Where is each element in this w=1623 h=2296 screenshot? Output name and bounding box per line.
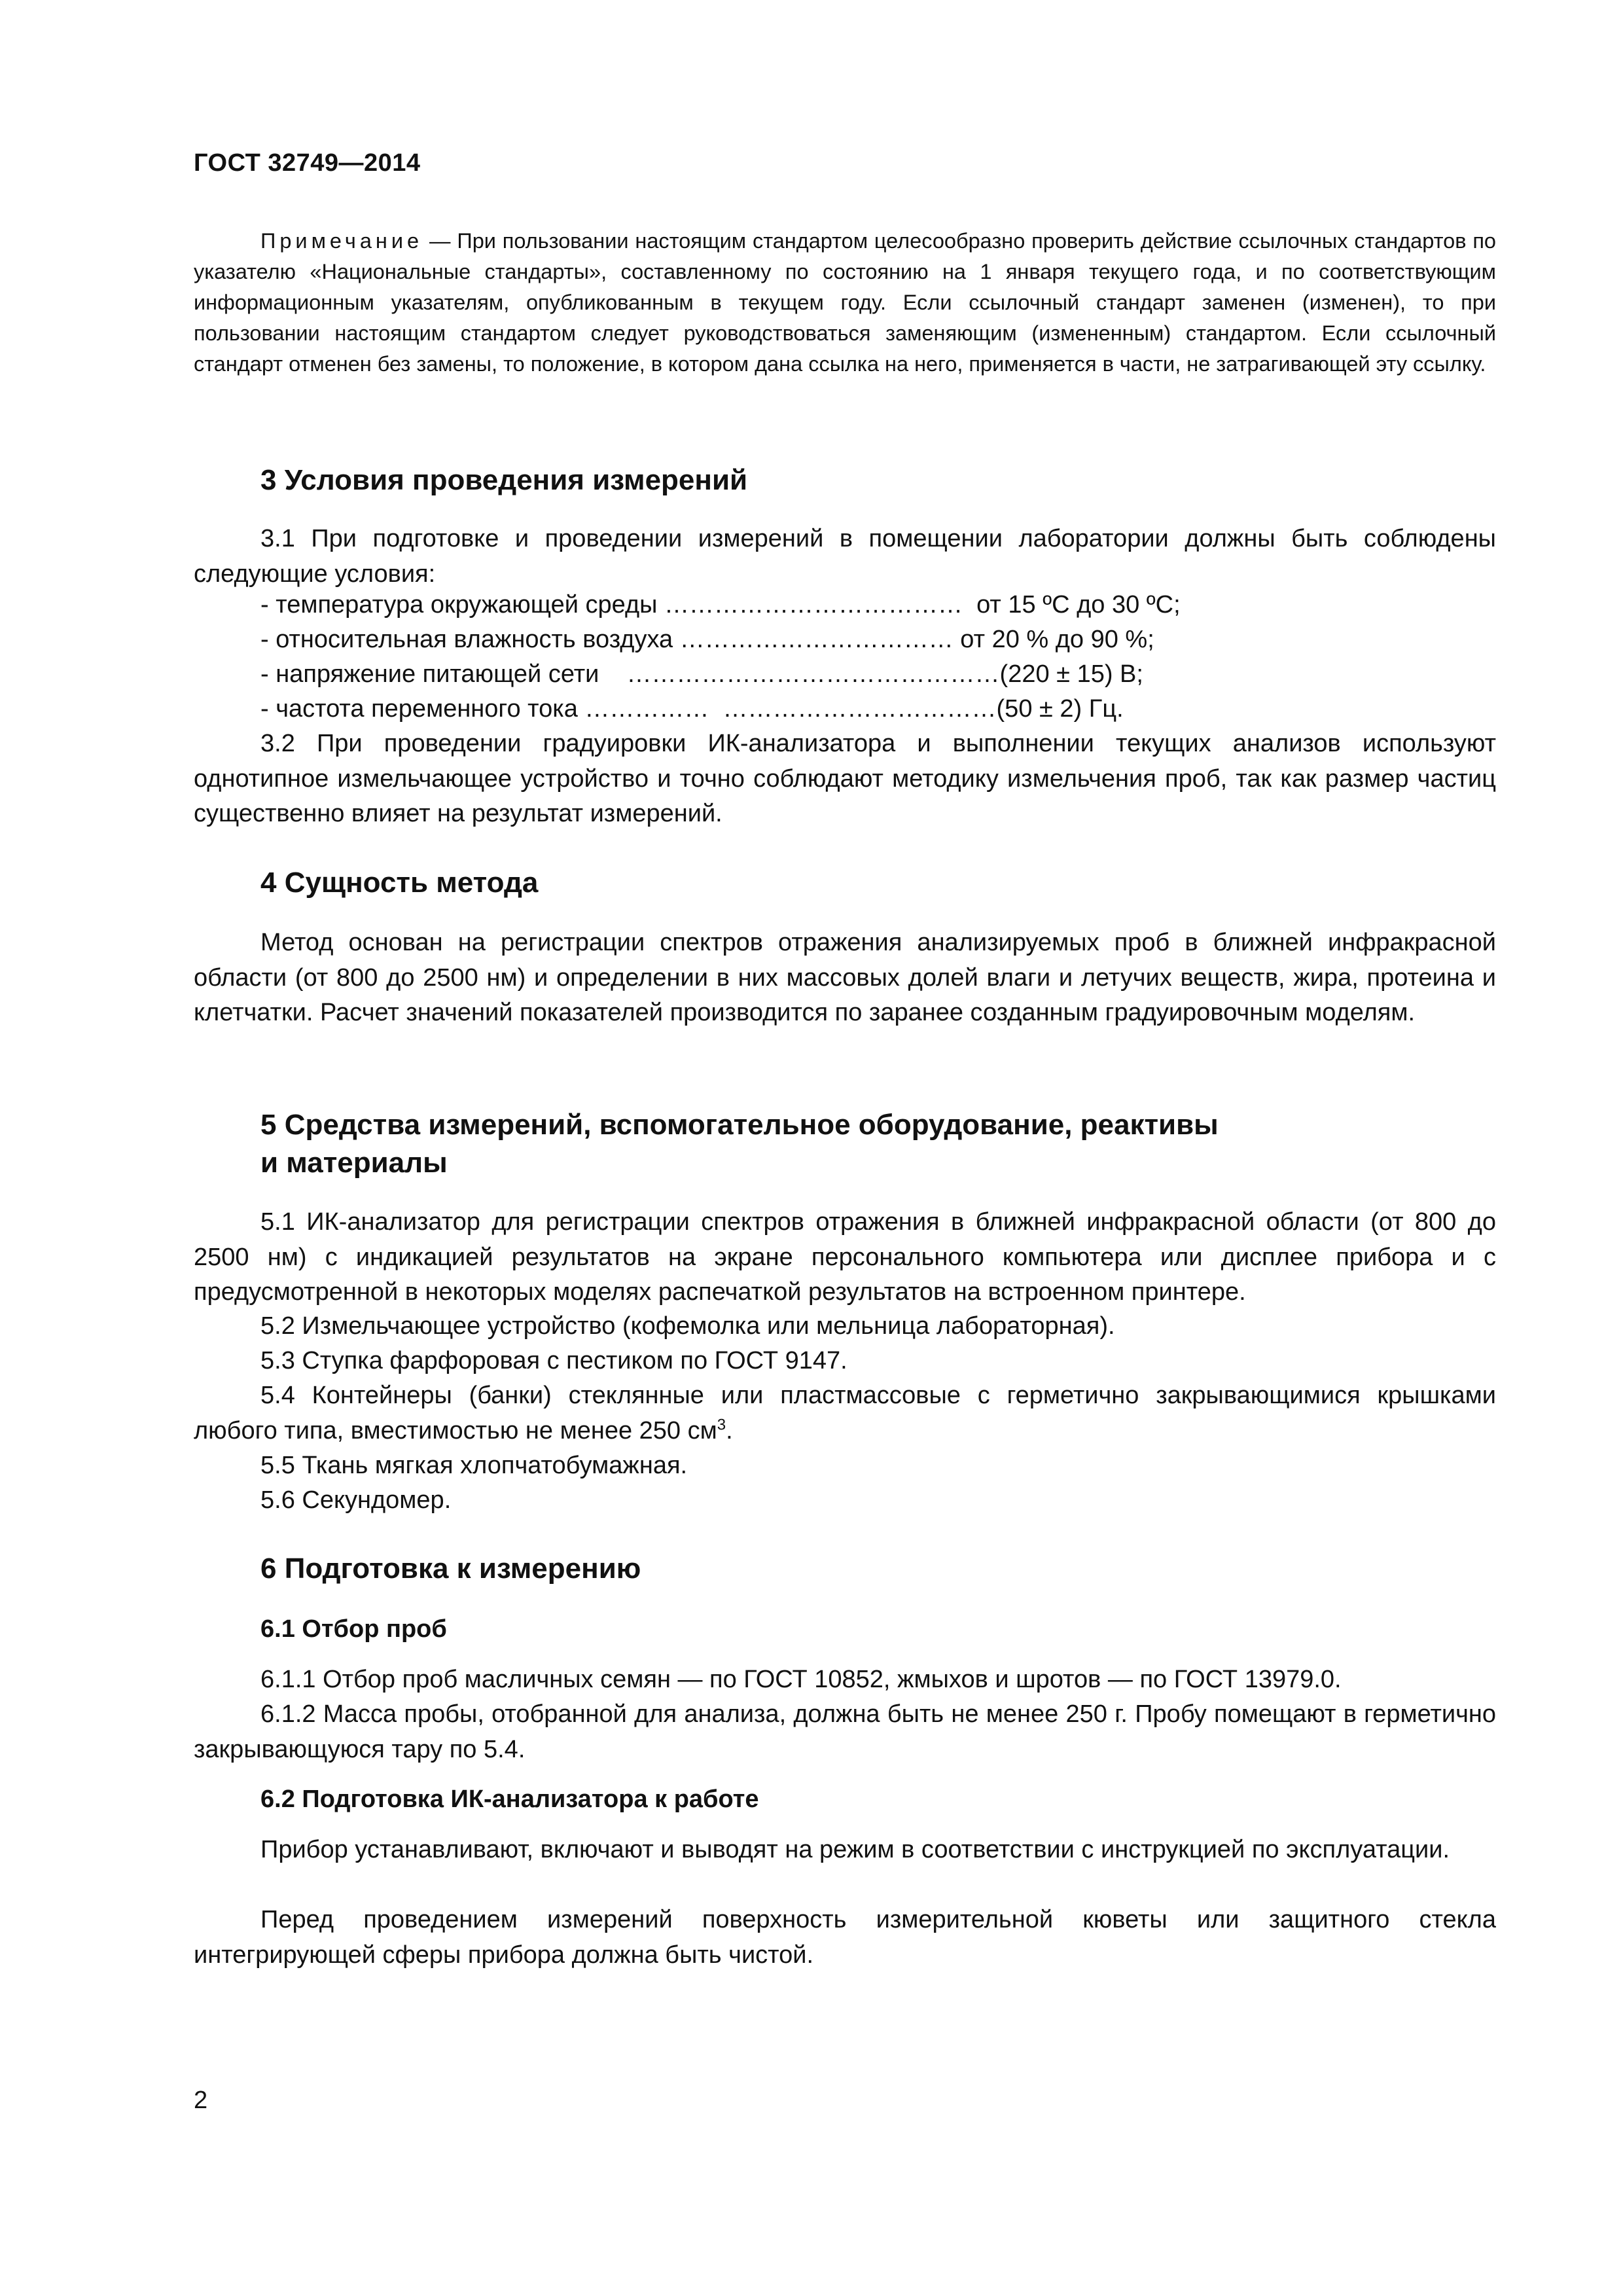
section-5-4-text: 5.4 Контейнеры (банки) стеклянные или пластмассовые с герметично закрывающимися крышками любого типа, вместимостью не менее 250 см	[194, 1382, 1496, 1444]
section-5-3-paragraph: 5.3 Ступка фарфоровая с пестиком по ГОСТ 9147.	[260, 1347, 847, 1374]
section-3-title: 3 Условия проведения измерений	[260, 464, 748, 496]
section-5-1-paragraph: 5.1 ИК-анализатор для регистрации спектров отражения в ближней инфракрасной области (от 800 до 2500 нм) с индикацией результатов на экране персонального компьютера или дисплее прибора и с предусмотренной в некоторых моделях распечаткой результатов на встроенном принтере.	[194, 1208, 1496, 1306]
section-4-title: 4 Сущность метода	[260, 867, 539, 899]
note-text: — При пользовании настоящим стандартом целесообразно проверить действие ссылочных стандартов по указателю «Национальные стандарты», составленному по состоянию на 1 января текущего года, и по соответствующим информационным указателям, опубликованным в текущем году. Если ссылочный стандарт заменен (изменен), то при пользовании настоящим стандартом следует руководствоваться заменяющим (измененным) стандартом. Если ссылочный стандарт отменен без замены, то положение, в котором дана ссылка на него, применяется в части, не затрагивающей эту ссылку.	[194, 229, 1496, 376]
section-5-6-paragraph: 5.6 Секундомер.	[260, 1486, 452, 1514]
section-3-1-paragraph: 3.1 При подготовке и проведении измерений в помещении лаборатории должны быть соблюдены следующие условия:	[194, 525, 1496, 588]
section-5-title-line-1: 5 Средства измерений, вспомогательное оборудование, реактивы	[260, 1109, 1219, 1141]
section-6-1-2-paragraph: 6.1.2 Масса пробы, отобранной для анализа, должна быть не менее 250 г. Пробу помещают в герметично закрывающуюся тару по 5.4.	[194, 1700, 1496, 1763]
section-6-title: 6 Подготовка к измерению	[260, 1552, 641, 1585]
section-5-title-line-2: и материалы	[260, 1147, 448, 1179]
section-5-4-paragraph	[194, 1378, 1496, 1448]
section-3-2-paragraph: 3.2 При проведении градуировки ИК-анализатора и выполнении текущих анализов используют однотипное измельчающее устройство и точно соблюдают методику измельчения проб, так как размер частиц существенно влияет на результат измерений.	[194, 730, 1496, 827]
section-5-4-end: .	[726, 1416, 733, 1444]
section-6-2-paragraph-2: Перед проведением измерений поверхность измерительной кюветы или защитного стекла интегрирующей сферы прибора должна быть чистой.	[194, 1906, 1496, 1969]
cubic-superscript: 3	[717, 1415, 726, 1433]
condition-voltage: - напряжение питающей сети ………………………………………(220 ± 15) В;	[260, 660, 1143, 688]
note-paragraph	[194, 226, 1496, 380]
section-5-2-paragraph: 5.2 Измельчающее устройство (кофемолка или мельница лабораторная).	[260, 1312, 1115, 1340]
subsection-6-1-title: 6.1 Отбор проб	[260, 1615, 447, 1643]
subsection-6-2-title: 6.2 Подготовка ИК-анализатора к работе	[260, 1785, 759, 1813]
standard-header: ГОСТ 32749—2014	[194, 149, 421, 177]
condition-humidity: - относительная влажность воздуха …………………………… от 20 % до 90 %;	[260, 626, 1154, 653]
page-number: 2	[194, 2087, 208, 2114]
condition-temperature: - температура окружающей среды ……………………………… от 15 ºС до 30 ºС;	[260, 591, 1181, 619]
section-5-5-paragraph: 5.5 Ткань мягкая хлопчатобумажная.	[260, 1452, 688, 1479]
section-6-2-paragraph-1: Прибор устанавливают, включают и выводят на режим в соответствии с инструкцией по эксплуатации.	[260, 1836, 1450, 1863]
note-label: Примечание	[260, 229, 423, 253]
section-4-paragraph: Метод основан на регистрации спектров отражения анализируемых проб в ближней инфракрасной области (от 800 до 2500 нм) и определении в них массовых долей влаги и летучих веществ, жира, протеина и клетчатки. Расчет значений показателей производится по заранее созданным градуировочным моделям.	[194, 929, 1496, 1026]
section-6-1-1-paragraph: 6.1.1 Отбор проб масличных семян — по ГОСТ 10852, жмыхов и шротов — по ГОСТ 13979.0.	[260, 1666, 1342, 1693]
condition-frequency: - частота переменного тока …………… ……………………………(50 ± 2) Гц.	[260, 695, 1124, 723]
